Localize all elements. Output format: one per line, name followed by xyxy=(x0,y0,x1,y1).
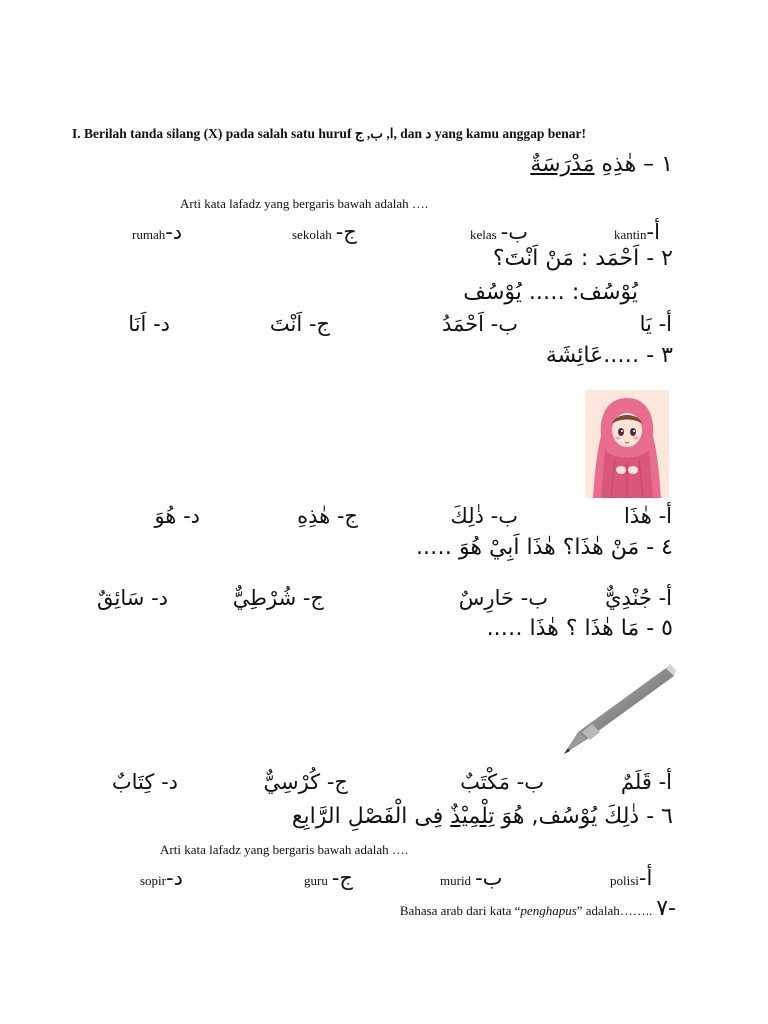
q6-option-d[interactable]: sopirد- xyxy=(140,866,183,890)
question-7-suffix: ” adalah…….. xyxy=(576,903,653,918)
question-5-text: مَا هٰذَا ؟ هٰذَا ….. xyxy=(486,616,640,641)
question-2-line2: يُوْسُف: ….. يُوْسُف xyxy=(463,280,638,305)
question-3 xyxy=(546,343,673,368)
question-2 xyxy=(493,246,673,271)
q4-option-b[interactable]: ب- حَارِسٌ xyxy=(458,586,548,610)
q2-option-a[interactable]: أ- يَا xyxy=(639,312,672,336)
question-3-number: ٣ - xyxy=(646,343,673,368)
question-1-text: هٰذِهِ xyxy=(594,152,637,177)
question-7-number: ٧- xyxy=(656,896,676,921)
question-6-text-after: فِى الْفَصْلِ الرَّابِع xyxy=(291,804,451,829)
q6-option-a[interactable]: polisiأ- xyxy=(610,866,653,890)
q1-option-b[interactable]: kelas ب- xyxy=(470,220,529,244)
q2-option-c[interactable]: ج- اَنْتَ xyxy=(269,312,330,336)
question-6-underlined-word: تِلْمِيْذٌ xyxy=(450,804,495,829)
q4-option-a[interactable]: أ- جُنْدِيٌّ xyxy=(605,586,672,610)
q3-option-c[interactable]: ج- هٰذِهِ xyxy=(297,504,358,528)
question-1-number: ١ – xyxy=(643,152,673,177)
question-4-number: ٤ - xyxy=(646,535,673,560)
question-6-note: Arti kata lafadz yang bergaris bawah adalah …. xyxy=(160,842,409,857)
question-1-note: Arti kata lafadz yang bergaris bawah adalah …. xyxy=(180,196,429,211)
q1-option-a[interactable]: kantinأ- xyxy=(614,220,660,244)
q2-option-b[interactable]: ب- اَحْمَدُ xyxy=(441,312,518,336)
question-7-prefix: Bahasa arab dari kata “ xyxy=(399,903,521,918)
question-3-text: …..عَائِشَة xyxy=(545,343,640,368)
q3-option-a[interactable]: أ- هٰذَا xyxy=(623,504,672,528)
girl-hijab-illustration xyxy=(585,390,669,498)
question-6-number: ٦ - xyxy=(646,804,673,829)
question-6-text-before: ذٰلِكَ يُوْسُف, هُوَ xyxy=(494,804,640,829)
question-5 xyxy=(487,616,673,641)
q2-option-d[interactable]: د- اَنَا xyxy=(128,312,170,336)
q5-option-b[interactable]: ب- مَكْتَبٌ xyxy=(460,770,544,794)
q3-option-b[interactable]: ب- ذٰلِكَ xyxy=(450,504,518,528)
question-2-number: ٢ - xyxy=(646,246,673,271)
question-2-line1: اَحْمَد : مَنْ اَنْتَ؟ xyxy=(492,246,640,271)
q1-option-d[interactable]: rumahد- xyxy=(132,220,183,244)
q5-option-c[interactable]: ج- كُرْسِيٌّ xyxy=(263,770,348,794)
question-4-text: مَنْ هٰذَا؟ هٰذَا اَبِيْ هُوَ ….. xyxy=(416,535,640,560)
question-6 xyxy=(292,804,673,829)
q1-option-c[interactable]: sekolah ج- xyxy=(292,220,357,244)
q6-option-c[interactable]: guru ج- xyxy=(304,866,353,890)
question-1 xyxy=(530,152,673,177)
question-5-number: ٥ - xyxy=(646,616,673,641)
question-1-underlined-word: مَدْرَسَةٌ xyxy=(530,152,595,177)
question-7 xyxy=(400,896,676,921)
q5-option-d[interactable]: د- كِتَابٌ xyxy=(111,770,178,794)
q4-option-d[interactable]: د- سَائِقٌ xyxy=(97,586,168,610)
pencil-illustration xyxy=(556,662,676,758)
q3-option-d[interactable]: د- هُوَ xyxy=(154,504,200,528)
instruction: I. Berilah tanda silang (X) pada salah satu huruf ا, ب, ج, dan د yang kamu anggap benar! xyxy=(72,126,586,141)
q4-option-c[interactable]: ج- شُرْطِيٌّ xyxy=(232,586,324,610)
q5-option-a[interactable]: أ- قَلَمٌ xyxy=(620,770,672,794)
question-7-italic-word: penghapus xyxy=(520,903,577,918)
question-4 xyxy=(416,535,673,560)
q6-option-b[interactable]: murid ب- xyxy=(440,866,503,890)
